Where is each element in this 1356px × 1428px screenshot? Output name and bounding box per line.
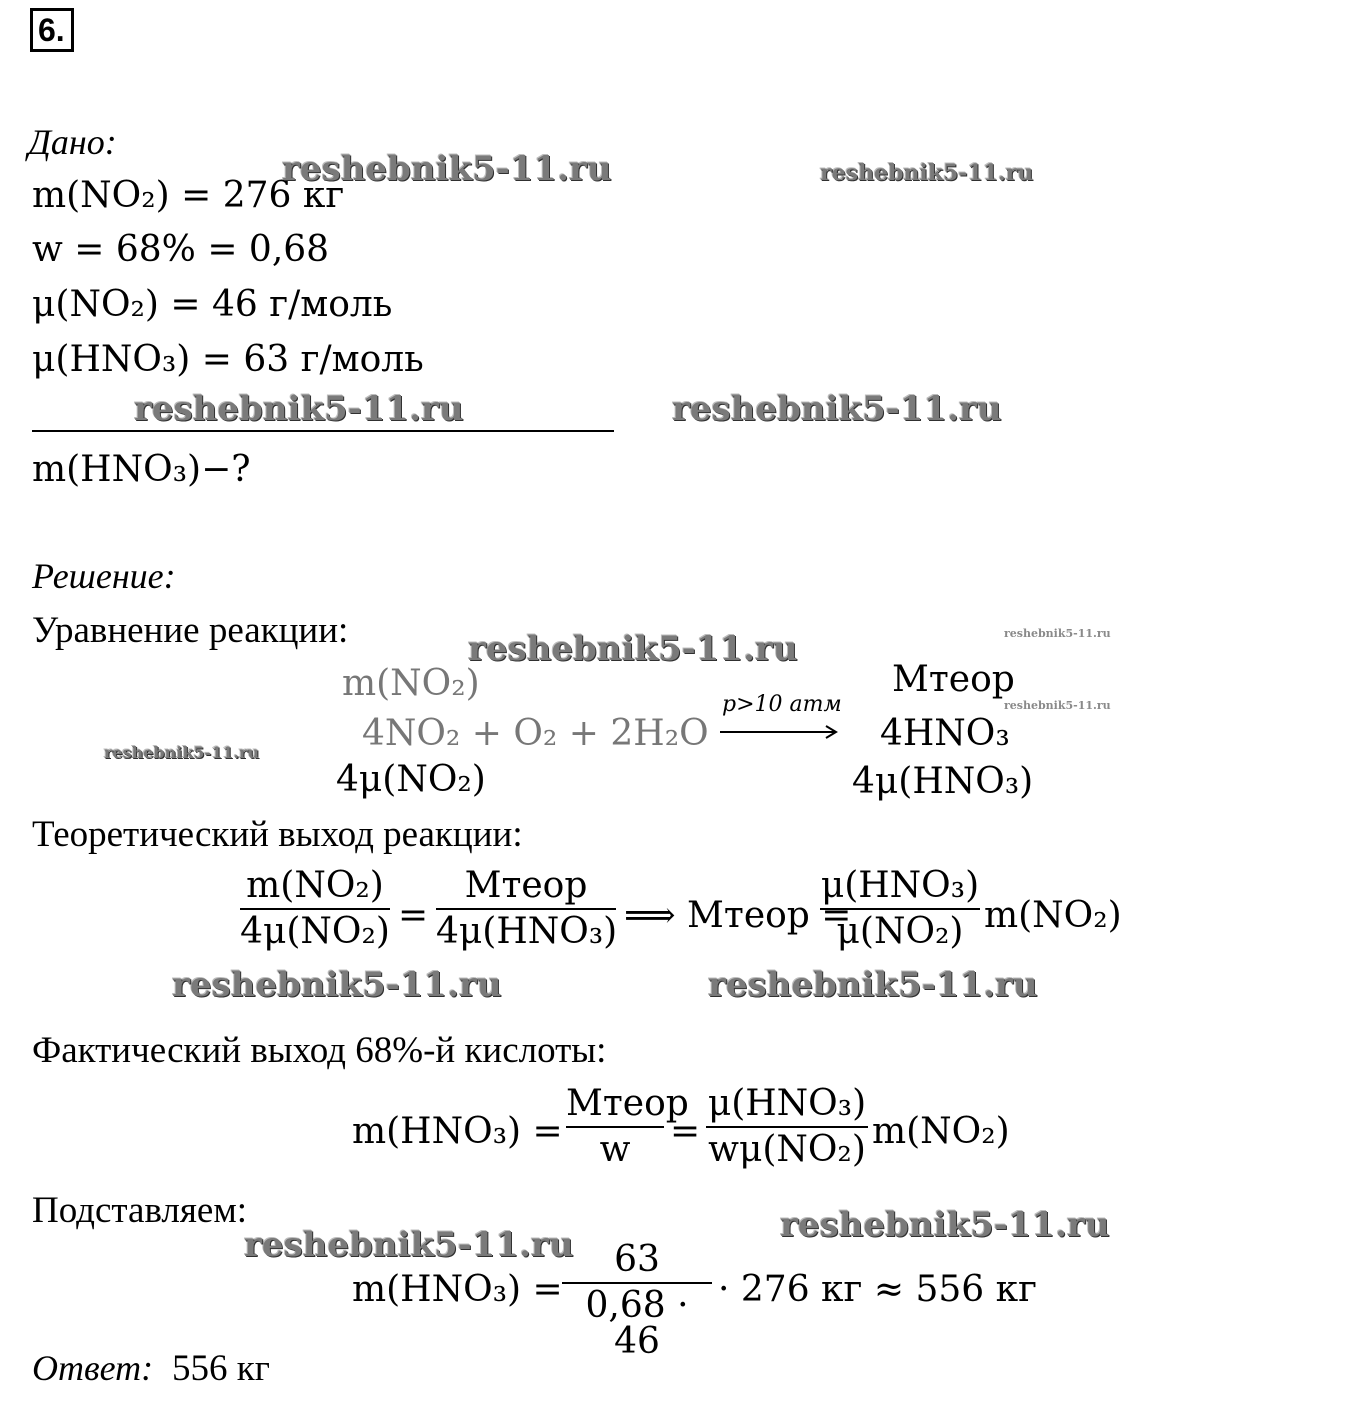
- given-divider: [32, 430, 614, 432]
- actual-tail: m(NO₂): [872, 1111, 1010, 1152]
- substitute-tail: · 276 кг ≈ 556 кг: [718, 1269, 1037, 1310]
- watermark: reshebnik5-11.ru: [1004, 627, 1111, 640]
- fraction-numerator: m(NO₂): [246, 865, 384, 906]
- substitute-fraction: [562, 1239, 712, 1362]
- reaction-top-right: Mтеор: [892, 659, 1015, 700]
- fraction-numerator: μ(HNO₃): [820, 865, 980, 906]
- fraction-numerator: Mтеор: [566, 1083, 689, 1124]
- theoretical-fraction-2: [436, 865, 618, 952]
- fraction-denominator: wμ(NO₂): [708, 1129, 866, 1170]
- fraction-denominator: 0,68 · 46: [585, 1285, 689, 1362]
- watermark: reshebnik5-11.ru: [468, 629, 798, 669]
- arrow-condition: p>10 атм: [722, 692, 842, 717]
- solution-heading: Решение:: [32, 556, 176, 596]
- given-mass-fraction: w = 68% = 0,68: [32, 229, 330, 270]
- watermark: reshebnik5-11.ru: [104, 743, 260, 762]
- given-heading: Дано:: [28, 122, 117, 162]
- theoretical-implies: ⟹ Mтеор =: [624, 895, 852, 936]
- reaction-equation-left: 4NO₂ + O₂ + 2H₂O: [362, 713, 709, 754]
- fraction-numerator: Mтеор: [464, 865, 588, 906]
- equals-sign: =: [398, 895, 429, 936]
- fraction-bar: [706, 1126, 868, 1128]
- find-quantity: m(HNO₃)−?: [32, 449, 251, 490]
- problem-number: 6.: [30, 8, 74, 52]
- given-mass-no2: m(NO₂) = 276 кг: [32, 175, 345, 216]
- substitute-label: Подставляем:: [32, 1190, 248, 1231]
- fraction-denominator: 4μ(NO₂): [240, 911, 390, 952]
- reaction-label: Уравнение реакции:: [32, 610, 349, 651]
- given-molar-mass-hno3: μ(HNO₃) = 63 г/моль: [32, 339, 424, 380]
- reaction-arrow: [718, 722, 844, 742]
- watermark: reshebnik5-11.ru: [780, 1205, 1110, 1245]
- watermark: reshebnik5-11.ru: [708, 965, 1038, 1005]
- fraction-denominator: μ(NO₂): [836, 911, 964, 952]
- watermark: reshebnik5-11.ru: [820, 160, 1034, 186]
- theoretical-tail: m(NO₂): [984, 895, 1122, 936]
- fraction-bar: [820, 908, 980, 910]
- watermark: reshebnik5-11.ru: [244, 1225, 574, 1265]
- watermark: reshebnik5-11.ru: [282, 149, 612, 189]
- watermark: reshebnik5-11.ru: [134, 389, 464, 429]
- equals-sign: =: [670, 1111, 701, 1152]
- fraction-denominator: 4μ(HNO₃): [436, 911, 618, 952]
- theoretical-fraction-3: [820, 865, 980, 952]
- fraction-bar: [562, 1282, 712, 1284]
- reaction-bottom-left: 4μ(NO₂): [336, 759, 486, 800]
- fraction-numerator: 63: [614, 1239, 660, 1280]
- fraction-numerator: μ(HNO₃): [707, 1083, 867, 1124]
- substitute-lhs: m(HNO₃) =: [352, 1269, 563, 1310]
- reaction-equation-right: 4HNO₃: [880, 713, 1010, 754]
- actual-label: Фактический выход 68%-й кислоты:: [32, 1030, 607, 1071]
- actual-lhs: m(HNO₃) =: [352, 1111, 563, 1152]
- theoretical-fraction-1: [240, 865, 390, 952]
- fraction-bar: [240, 908, 390, 910]
- theoretical-label: Теоретический выход реакции:: [32, 814, 523, 855]
- reaction-bottom-right: 4μ(HNO₃): [852, 761, 1034, 802]
- given-molar-mass-no2: μ(NO₂) = 46 г/моль: [32, 284, 393, 325]
- watermark: reshebnik5-11.ru: [672, 389, 1002, 429]
- watermark: reshebnik5-11.ru: [172, 965, 502, 1005]
- actual-fraction-2: [706, 1083, 868, 1170]
- fraction-bar: [566, 1126, 664, 1128]
- reaction-top-left: m(NO₂): [342, 663, 480, 704]
- watermark: reshebnik5-11.ru: [1004, 699, 1111, 712]
- fraction-bar: [436, 908, 616, 910]
- fraction-denominator: w: [599, 1129, 631, 1170]
- answer-label: Ответ:: [32, 1348, 154, 1388]
- answer-value: 556 кг: [172, 1348, 270, 1389]
- actual-fraction-1: [566, 1083, 689, 1170]
